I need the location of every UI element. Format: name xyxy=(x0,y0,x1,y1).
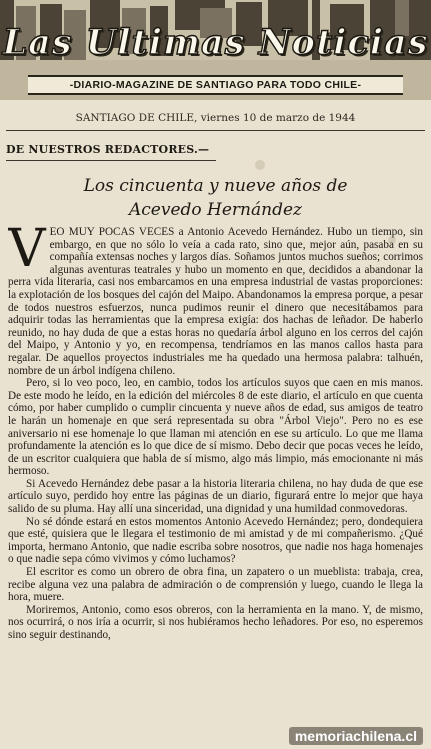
newspaper-title: Las Ultimas Noticias xyxy=(2,22,429,63)
article-headline xyxy=(0,174,431,222)
paragraph-3: Si Acevedo Hernández debe pasar a la historia literaria chilena, no hay duda de que ese artículo suyo, perdido hoy entre las páginas de un diario, figurará entre lo mejor que haya salido de su pluma. Hay allí una sinceridad, una dignidad y una humildad conmovedoras. xyxy=(8,477,423,516)
paper-stain xyxy=(388,236,396,244)
headline-line-2: Acevedo Hernández xyxy=(129,200,302,220)
paragraph-5: El escritor es como un obrero de obra fina, un zapatero o un mueblista: trabaja, crea, recibe alguna vez una palabra de admiración o de comprensión y luego, cuando le llega la hora, muere. xyxy=(8,566,423,604)
paragraph-4: No sé dónde estará en estos momentos Antonio Acevedo Hernández; pero, dondequiera que esté, quisiera que le llegara el testimonio de mi amistad y de mi compañerismo. ¿Qué importa, hermano Antonio, que nadie escriba sobre nosotros, que nadie nos haga homenajes o que nadie sepa cómo vivimos y cómo luchamos? xyxy=(8,515,423,566)
paragraph-1 xyxy=(8,226,423,377)
section-heading: DE NUESTROS REDACTORES.— xyxy=(6,143,210,156)
paragraph-1-text: EO MUY POCAS VECES a Antonio Acevedo Hernández. Hubo un tiempo, sin embargo, en que no sólo lo veía a cada rato, sino que, mejor aún, pasaba en su compañía extensas noches y largos días. Soñamos juntos muchos sueños; corrimos algunas aventuras teatrales y hubo un momento en que, decididos a abandonar la perra vida literaria, casi nos embarcamos en una empresa industrial de vastas proporciones: la explotación de los bosques del cajón del Maipo. Abandonamos la empresa porque, a pesar de todos nuestros esfuerzos, nunca pudimos reunir el dinero que necesitábamos para adquirir todas las herramientas que la empresa exigía: dos hachas de leñador. De haberlo reunido, no hay duda de que a estas horas no quedaría árbol alguno en los cerros del cajón del Maipo, y Antonio y yo, en recompensa, tendríamos en las manos callos hasta para regalar. De aquellos proyectos industriales me ha quedado una hermosa palabra: talhuén, nombre de un árbol indígena chileno. xyxy=(8,226,423,377)
paper-stain xyxy=(255,160,265,170)
dateline: SANTIAGO DE CHILE, viernes 10 de marzo de 1944 xyxy=(75,112,356,124)
paragraph-2: Pero, si lo veo poco, leo, en cambio, todos los artículos suyos que caen en mis manos. De este modo he leído, en la edición del miércoles 8 de este diario, el artículo en que cuenta cómo, por haber cumplido o cumplir cincuenta y nueve años de edad, sus amigos de teatro le harán un homenaje en que será representada su obra "Árbol Viejo". Pero no es ese aniversario ni ese homenaje lo que llaman mi atención en ese su artículo. Lo que me llama profundamente la atención es lo que dice de sí mismo. Debo decir que pocas veces he leído, de un escritor cualquiera que habla de sí mismo, algo más limpio, más emocionante ni más hermoso. xyxy=(8,377,423,478)
paragraph-6: Moriremos, Antonio, como esos obreros, con la herramienta en la mano. Y, de mismo, nos ocurrirá, o nos iría a ocurrir, si nos hubiéramos hecho leñadores. Por eso, no esperemos sino seguir destinando, xyxy=(8,603,423,641)
masthead xyxy=(0,0,431,100)
divider-rule xyxy=(6,130,425,131)
section-underline xyxy=(6,160,216,161)
watermark: memoriachilena.cl xyxy=(289,727,423,745)
drop-cap: V xyxy=(8,226,46,279)
article-body xyxy=(8,226,423,746)
headline-line-1: Los cincuenta y nueve años de xyxy=(83,176,348,196)
newspaper-subtitle: -DIARIO-MAGAZINE DE SANTIAGO PARA TODO CHILE- xyxy=(28,75,403,95)
